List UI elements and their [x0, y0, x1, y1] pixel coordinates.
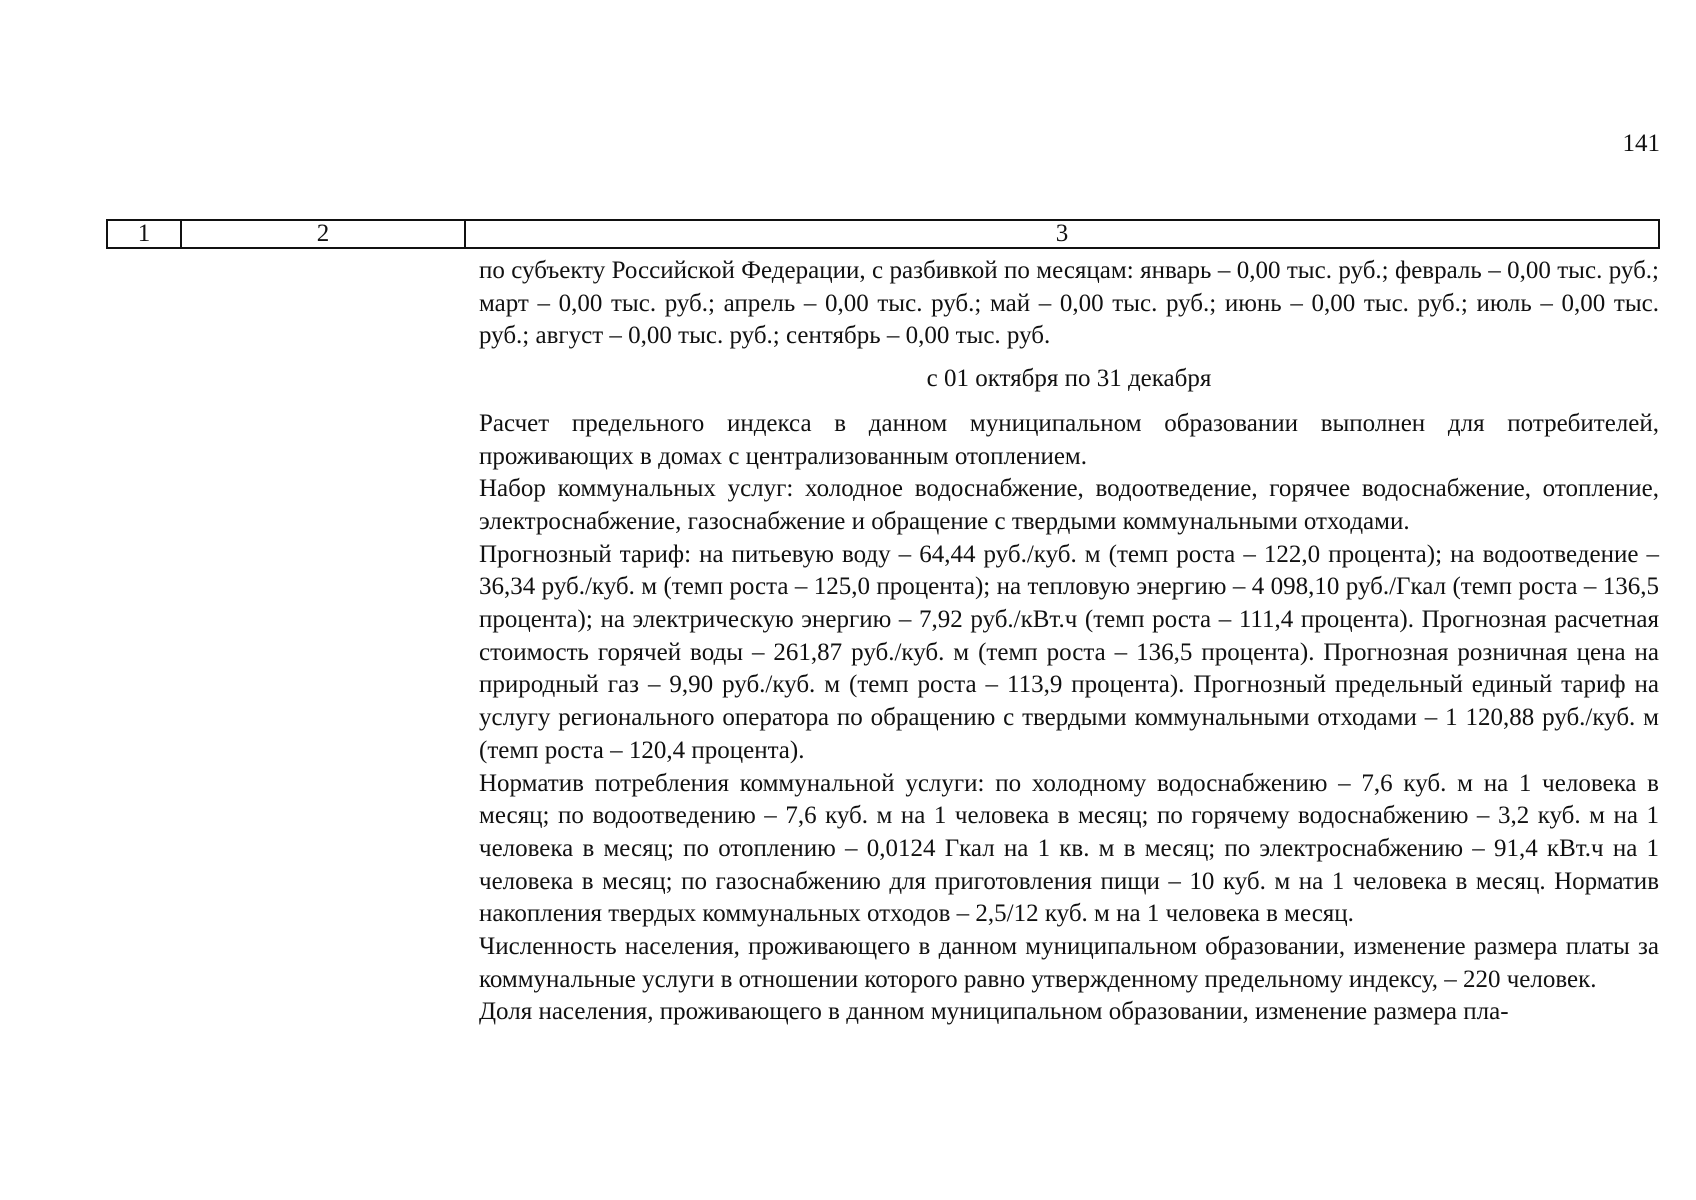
- column-header-2: 2: [181, 220, 465, 248]
- table-header-row: [106, 219, 1660, 249]
- column-3-content: [479, 255, 1659, 1029]
- page-number: 141: [1622, 130, 1660, 157]
- period-heading: с 01 октября по 31 декабря: [926, 365, 1212, 393]
- paragraph-population-share: Доля населения, проживающего в данном муниципальном образовании, изменение размера пла-: [479, 998, 1509, 1026]
- paragraph-monthly-breakdown: по субъекту Российской Федерации, с разбивкой по месяцам: январь – 0,00 тыс. руб.; февраль – 0,00 тыс. руб.; март – 0,00 тыс. руб.; апрель – 0,00 тыс. руб.; май – 0,00 тыс. руб.; июнь – 0,00 тыс. руб.; июль – 0,00 тыс. руб.; август – 0,00 тыс. руб.; сентябрь – 0,00 тыс. руб.: [479, 257, 1659, 350]
- paragraph-utility-services: Набор коммунальных услуг: холодное водоснабжение, водоотведение, горячее водоснабжение, отопление, электроснабжение, газоснабжение и обращение с твердыми коммунальными отходами.: [479, 475, 1659, 535]
- column-header-3: 3: [465, 220, 1659, 248]
- paragraph-population-count: Численность населения, проживающего в данном муниципальном образовании, изменение размера платы за коммунальные услуги в отношении которого равно утвержденному предельному индексу, – 220 человек.: [479, 933, 1659, 993]
- paragraph-index-calculation: Расчет предельного индекса в данном муниципальном образовании выполнен для потребителей, проживающих в домах с централизованным отоплением.: [479, 409, 1659, 470]
- column-header-1: 1: [107, 220, 181, 248]
- paragraph-forecast-tariff: Прогнозный тариф: на питьевую воду – 64,44 руб./куб. м (темп роста – 122,0 процента); на водоотведение – 36,34 руб./куб. м (темп роста – 125,0 процента); на тепловую энергию – 4 098,10 руб./Гкал (темп роста – 136,5 процента); на электрическую энергию – 7,92 руб./кВт.ч (темп роста – 111,4 процента). Прогнозная расчетная стоимость горячей воды – 261,87 руб./куб. м (темп роста – 136,5 процента). Прогнозная розничная цена на природный газ – 9,90 руб./куб. м (темп роста – 113,9 процента). Прогнозный предельный единый тариф на услугу регионального оператора по обращению с твердыми коммунальными отходами – 1 120,88 руб./куб. м (темп роста – 120,4 процента).: [479, 540, 1659, 764]
- paragraph-consumption-norms: Норматив потребления коммунальной услуги: по холодному водоснабжению – 7,6 куб. м на 1 человека в месяц; по водоотведению – 7,6 куб. м на 1 человека в месяц; по горячему водоснабжению – 3,2 куб. м на 1 человека в месяц; по отоплению – 0,0124 Гкал на 1 кв. м в месяц; по электроснабжению – 91,4 кВт.ч на 1 человека в месяц; по газоснабжению для приготовления пищи – 10 куб. м на 1 человека в месяц. Норматив накопления твердых коммунальных отходов – 2,5/12 куб. м на 1 человека в месяц.: [479, 769, 1659, 928]
